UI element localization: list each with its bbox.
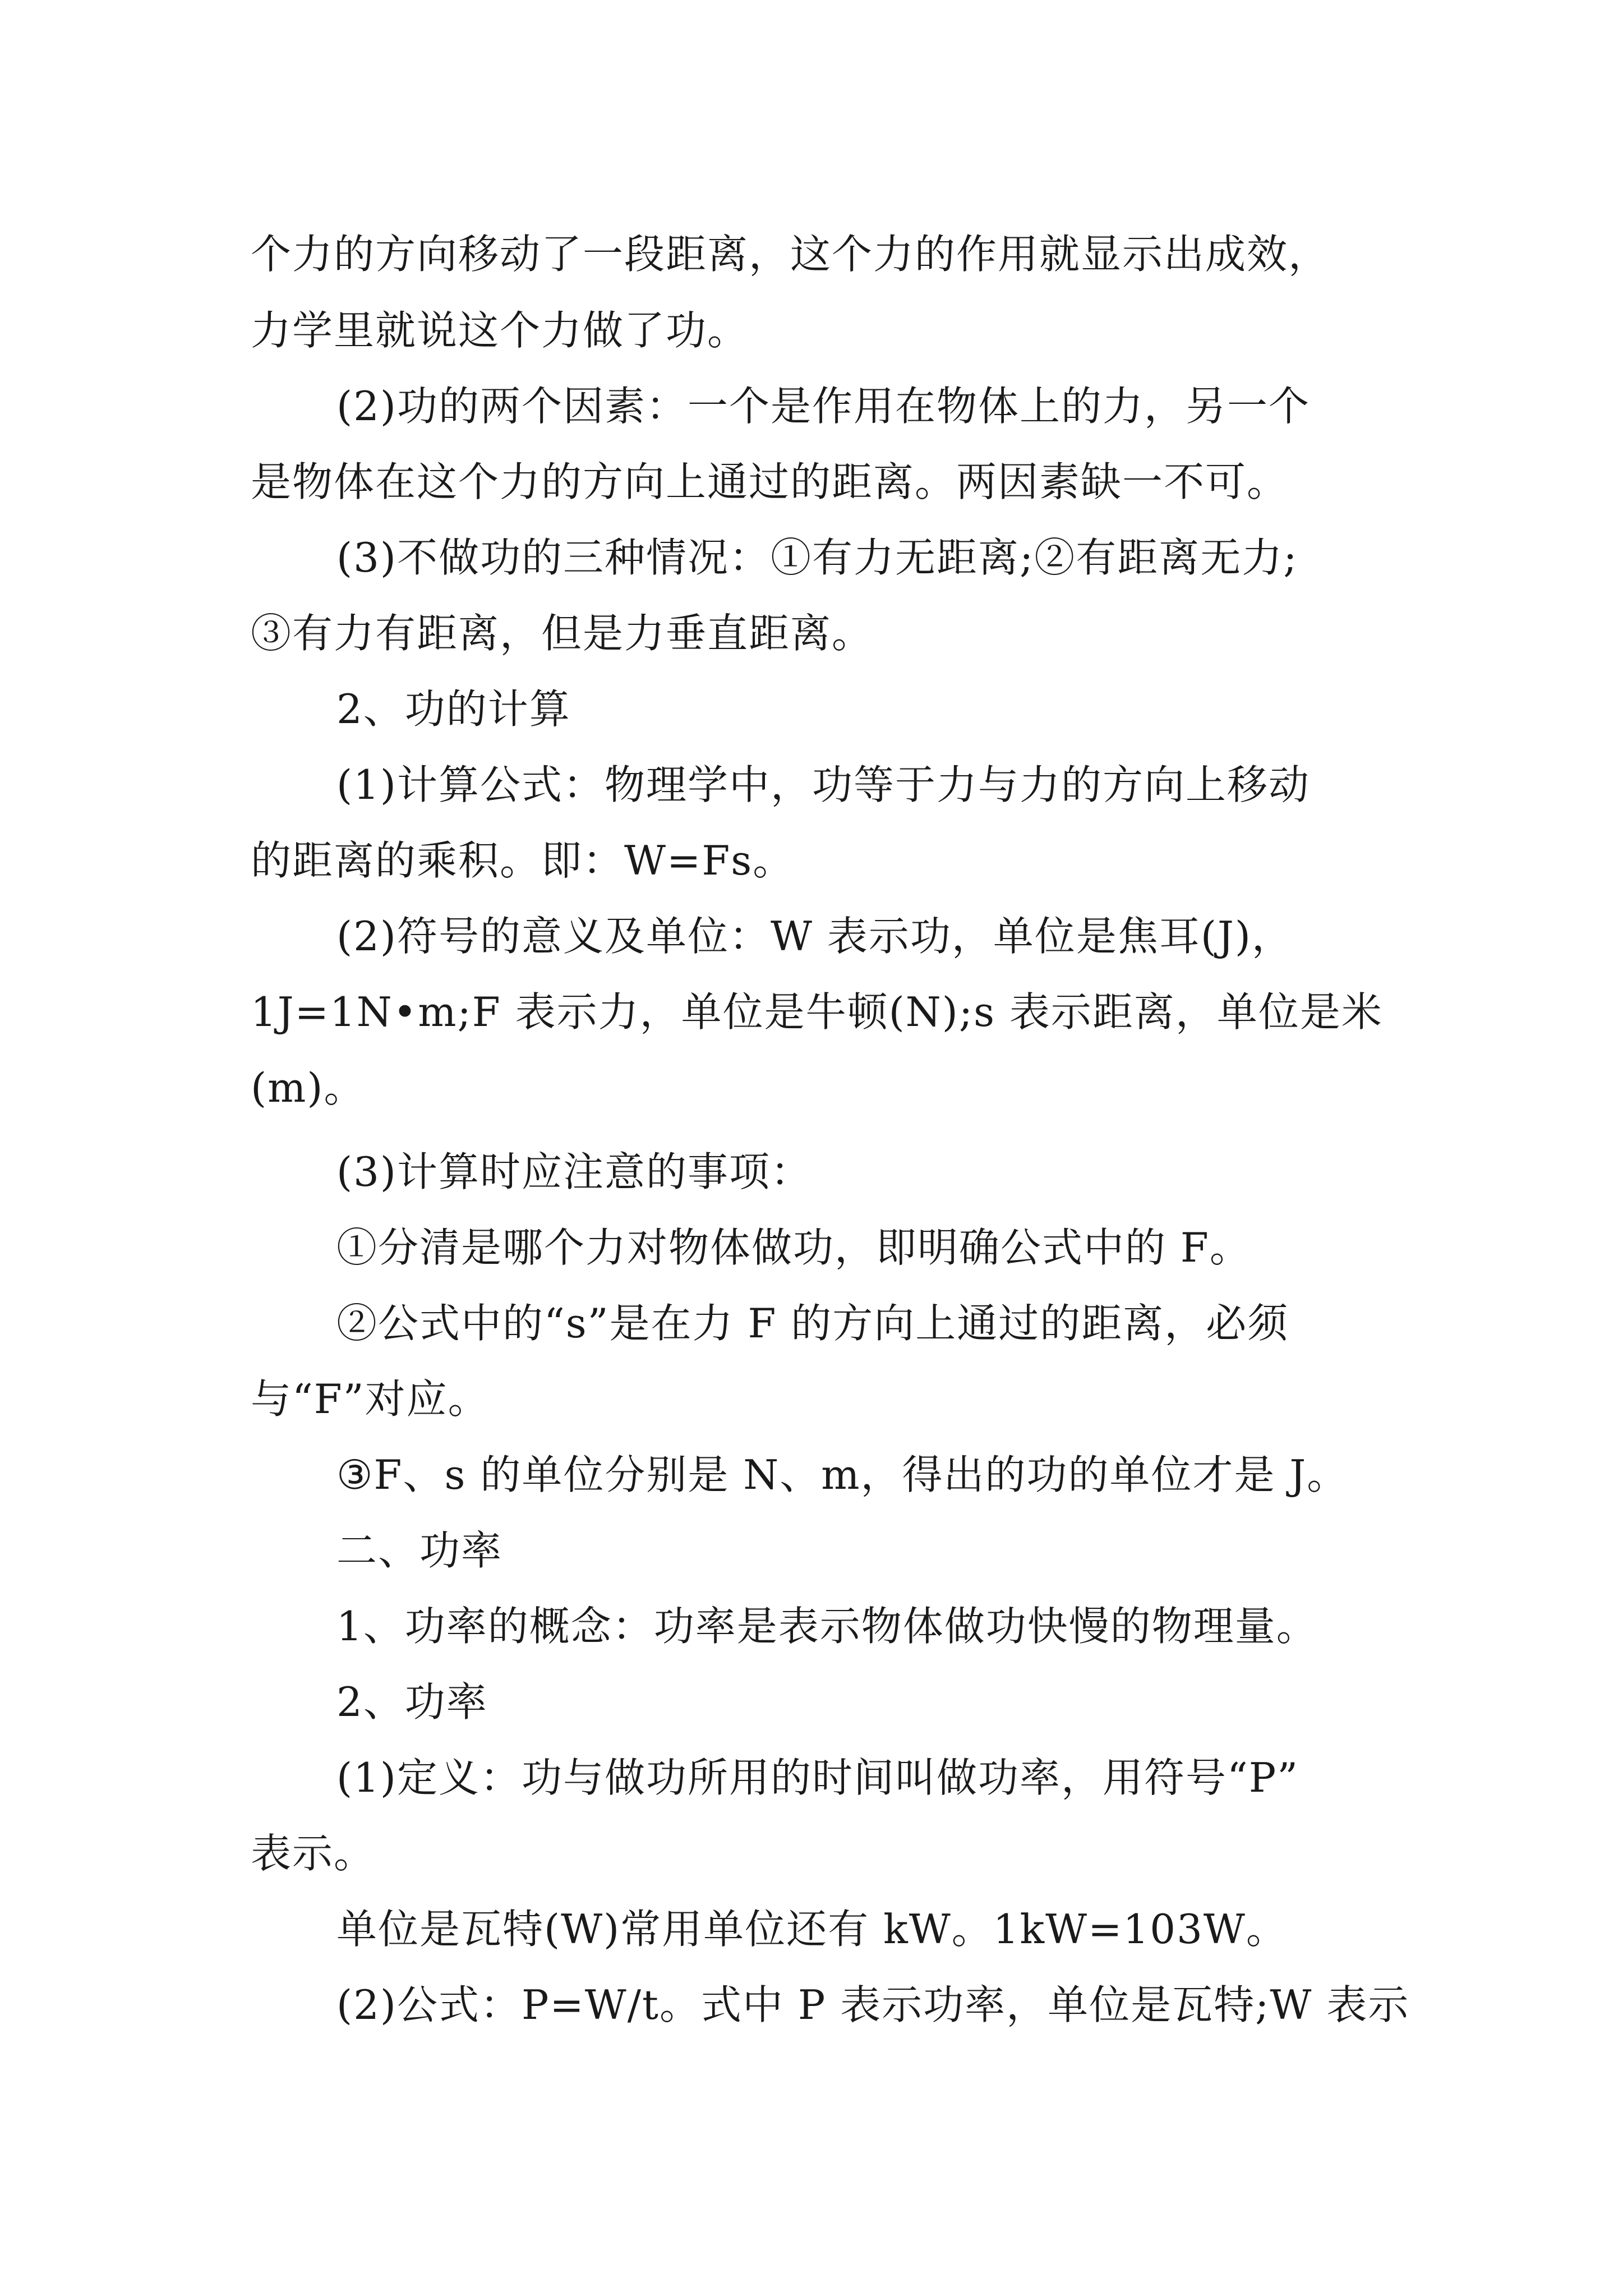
text-line: (3)不做功的三种情况：①有力无距离;②有距离无力; (336, 534, 1298, 581)
text-line: (2)公式：P=W/t。式中 P 表示功率，单位是瓦特;W 表示 (336, 1981, 1410, 2028)
text-line: ③F、s 的单位分别是 N、m，得出的功的单位才是 J。 (336, 1451, 1349, 1498)
section-heading: 2、功的计算 (336, 685, 571, 733)
text-line: ②公式中的“s”是在力 F 的方向上通过的距离，必须 (336, 1300, 1289, 1347)
text-line: ①分清是哪个力对物体做功，即明确公式中的 F。 (336, 1224, 1251, 1271)
section-heading: 2、功率 (336, 1678, 488, 1726)
text-line: ③有力有距离，但是力垂直距离。 (251, 610, 874, 657)
text-line: (m)。 (251, 1064, 366, 1111)
section-heading: 二、功率 (336, 1527, 503, 1574)
text-line: 1、功率的概念：功率是表示物体做功快慢的物理量。 (336, 1603, 1318, 1650)
text-line: 个力的方向移动了一段距离，这个力的作用就显示出成效， (251, 231, 1330, 278)
text-line: (3)计算时应注意的事项： (336, 1148, 812, 1195)
text-line: 1J=1N•m;F 表示力，单位是牛顿(N);s 表示距离，单位是米 (251, 988, 1383, 1036)
text-line: (2)功的两个因素：一个是作用在物体上的力，另一个 (336, 383, 1310, 430)
text-line: (2)符号的意义及单位：W 表示功，单位是焦耳(J)， (336, 913, 1293, 960)
text-line: 是物体在这个力的方向上通过的距离。两因素缺一不可。 (251, 458, 1289, 505)
text-line: 表示。 (251, 1830, 376, 1877)
text-line: 单位是瓦特(W)常用单位还有 kW。1kW=103W。 (336, 1906, 1288, 1953)
text-line: 与“F”对应。 (251, 1375, 490, 1423)
text-line: (1)定义：功与做功所用的时间叫做功率，用符号“P” (336, 1754, 1299, 1801)
text-line: (1)计算公式：物理学中，功等于力与力的方向上移动 (336, 761, 1310, 808)
text-line: 力学里就说这个力做了功。 (251, 307, 749, 354)
text-line: 的距离的乘积。即：W=Fs。 (251, 837, 795, 884)
